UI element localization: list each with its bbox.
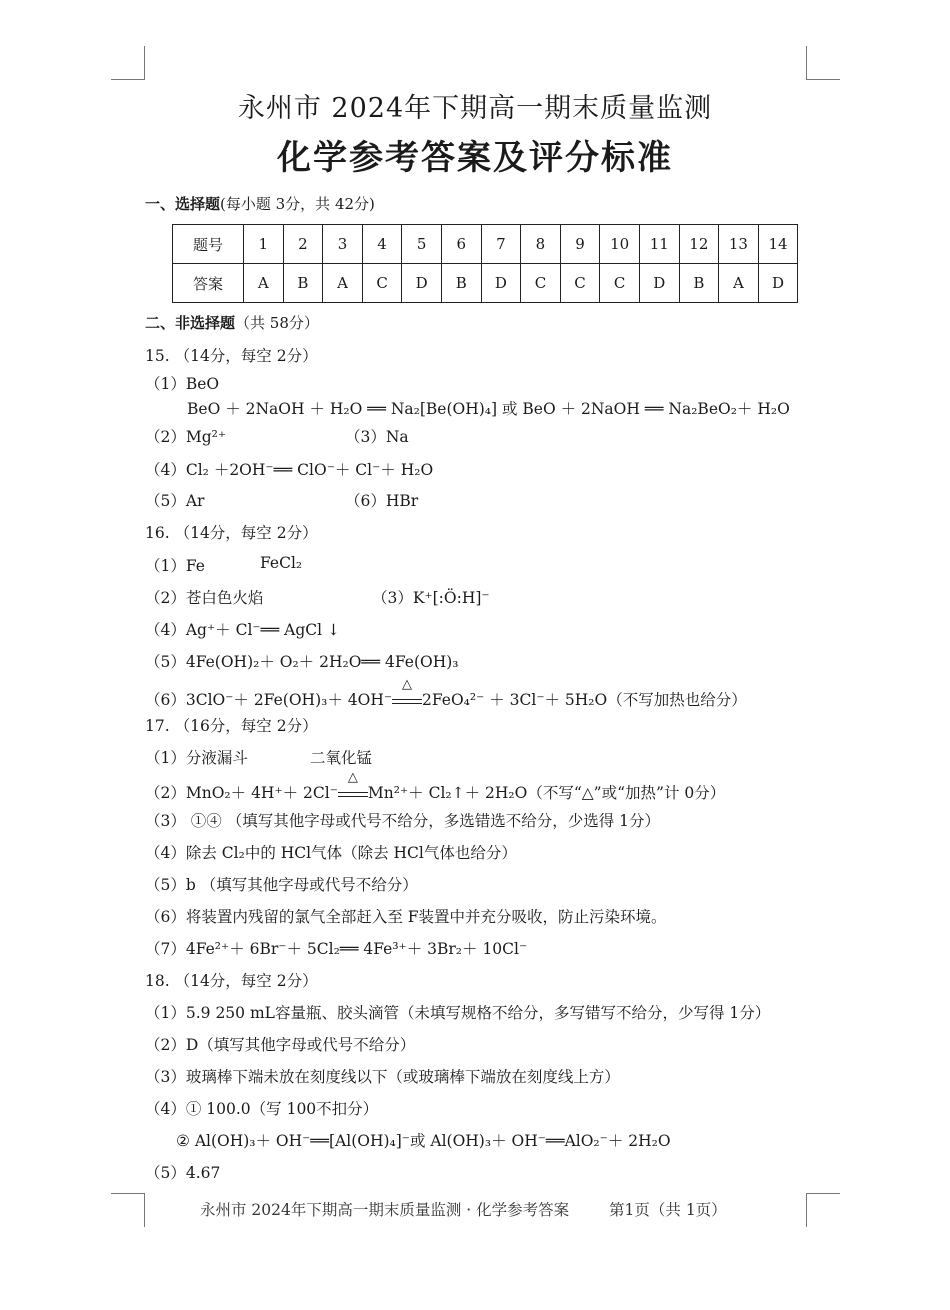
table-cell: B xyxy=(441,264,481,303)
q16-answer-2: （2）苍白色火焰 xyxy=(145,589,264,607)
q15-answer-4: （4）Cl₂ ＋2OH⁻══ ClO⁻＋ Cl⁻＋ H₂O xyxy=(145,461,434,479)
section2-heading: 二、非选择题（共 58分） xyxy=(145,314,319,332)
table-header-number: 题号 xyxy=(173,225,244,264)
document-subtitle: 化学参考答案及评分标准 xyxy=(277,138,673,178)
page-number: 第1页（共 1页） xyxy=(609,1201,727,1219)
heating-equals-sign: △ xyxy=(392,691,422,709)
q15-answer-6: （6）HBr xyxy=(345,492,419,510)
q15-answer-3: （3）Na xyxy=(345,428,409,446)
q17-answer-5: （5）b （填写其他字母或代号不给分） xyxy=(145,876,418,894)
table-cell: D xyxy=(758,264,798,303)
q17-answer-6: （6）将装置内残留的氯气全部赶入至 F装置中并充分吸收，防止污染环境。 xyxy=(145,908,667,926)
table-cell: A xyxy=(244,264,284,303)
table-cell: 2 xyxy=(283,225,323,264)
table-cell: C xyxy=(600,264,640,303)
table-header-answer: 答案 xyxy=(173,264,244,303)
q17-answer-1a: （1）分液漏斗 xyxy=(145,749,248,767)
footer-title: 永州市 2024年下期高一期末质量监测 · 化学参考答案 xyxy=(200,1201,570,1219)
table-cell: 11 xyxy=(639,225,679,264)
q18-heading: 18. （14分，每空 2分） xyxy=(145,972,318,990)
table-cell: A xyxy=(323,264,363,303)
section1-heading: 一、选择题(每小题 3分，共 42分) xyxy=(145,195,375,213)
table-cell: 6 xyxy=(441,225,481,264)
table-row-answers xyxy=(173,264,798,303)
q16-heading: 16. （14分，每空 2分） xyxy=(145,524,318,542)
table-cell: D xyxy=(481,264,521,303)
table-cell: D xyxy=(639,264,679,303)
q18-answer-2: （2）D（填写其他字母或代号不给分） xyxy=(145,1036,416,1054)
q16-answer-1a: （1）Fe xyxy=(145,557,205,575)
table-cell: 8 xyxy=(521,225,561,264)
table-row-numbers xyxy=(173,225,798,264)
table-cell: 5 xyxy=(402,225,442,264)
q18-answer-4-part2: ② Al(OH)₃＋ OH⁻══[Al(OH)₄]⁻或 Al(OH)₃＋ OH⁻══AlO₂⁻＋ 2H₂O xyxy=(176,1132,671,1150)
q18-answer-5: （5）4.67 xyxy=(145,1164,221,1182)
q15-answer-5: （5）Ar xyxy=(145,492,205,510)
q15-heading: 15. （14分，每空 2分） xyxy=(145,347,318,365)
q16-answer-3-electron-formula: （3）K⁺[:Ö:H]⁻ xyxy=(372,589,490,607)
q17-answer-1b: 二氧化锰 xyxy=(310,749,373,767)
q17-answer-4: （4）除去 Cl₂中的 HCl气体（除去 HCl气体也给分） xyxy=(145,844,517,862)
table-cell: 12 xyxy=(679,225,719,264)
q17-answer-7: （7）4Fe²⁺＋ 6Br⁻＋ 5Cl₂══ 4Fe³⁺＋ 3Br₂＋ 10Cl⁻ xyxy=(145,940,528,958)
heating-equals-sign: △ xyxy=(338,784,368,802)
table-cell: 10 xyxy=(600,225,640,264)
q18-answer-4: （4）① 100.0（写 100不扣分） xyxy=(145,1100,379,1118)
table-cell: B xyxy=(283,264,323,303)
crop-mark-bottom-right xyxy=(806,1193,840,1227)
q16-answer-4: （4）Ag⁺＋ Cl⁻══ AgCl ↓ xyxy=(145,621,341,639)
table-cell: 14 xyxy=(758,225,798,264)
answer-table xyxy=(172,224,798,303)
q15-answer-1: （1）BeO xyxy=(145,375,220,393)
table-cell: 4 xyxy=(362,225,402,264)
table-cell: 9 xyxy=(560,225,600,264)
table-cell: B xyxy=(679,264,719,303)
table-cell: C xyxy=(560,264,600,303)
table-cell: 1 xyxy=(244,225,284,264)
table-cell: C xyxy=(362,264,402,303)
crop-mark-top-right xyxy=(806,46,840,80)
q18-answer-3: （3）玻璃棒下端未放在刻度线以下（或玻璃棒下端放在刻度线上方） xyxy=(145,1068,620,1086)
page-footer xyxy=(200,1198,727,1220)
table-cell: 7 xyxy=(481,225,521,264)
q15-answer-2: （2）Mg²⁺ xyxy=(145,428,227,446)
q16-answer-6: （6）3ClO⁻＋ 2Fe(OH)₃＋ 4OH⁻ △ 2FeO₄²⁻ ＋ 3Cl⁻＋ 5H₂O（不写加热也给分） xyxy=(145,677,747,709)
table-cell: 13 xyxy=(719,225,759,264)
q16-answer-1b: FeCl₂ xyxy=(260,554,303,572)
document-title: 永州市 2024年下期高一期末质量监测 xyxy=(237,93,713,124)
q16-answer-5: （5）4Fe(OH)₂＋ O₂＋ 2H₂O══ 4Fe(OH)₃ xyxy=(145,653,459,671)
table-cell: 3 xyxy=(323,225,363,264)
q17-answer-3: （3） ①④ （填写其他字母或代号不给分，多选错选不给分，少选得 1分） xyxy=(145,812,661,830)
crop-mark-top-left xyxy=(111,46,145,80)
crop-mark-bottom-left xyxy=(111,1193,145,1227)
table-cell: C xyxy=(521,264,561,303)
q15-answer-1-equation: BeO ＋ 2NaOH ＋ H₂O ══ Na₂[Be(OH)₄] 或 BeO ＋ 2NaOH ══ Na₂BeO₂＋ H₂O xyxy=(187,400,790,418)
q17-heading: 17. （16分，每空 2分） xyxy=(145,717,318,735)
table-cell: D xyxy=(402,264,442,303)
q18-answer-1: （1）5.9 250 mL容量瓶、胶头滴管（未填写规格不给分，多写错写不给分，少写得 1分） xyxy=(145,1004,771,1022)
q17-answer-2: （2）MnO₂＋ 4H⁺＋ 2Cl⁻ △ Mn²⁺＋ Cl₂↑＋ 2H₂O（不写“△”或“加热”计 0分） xyxy=(145,770,726,802)
table-cell: A xyxy=(719,264,759,303)
